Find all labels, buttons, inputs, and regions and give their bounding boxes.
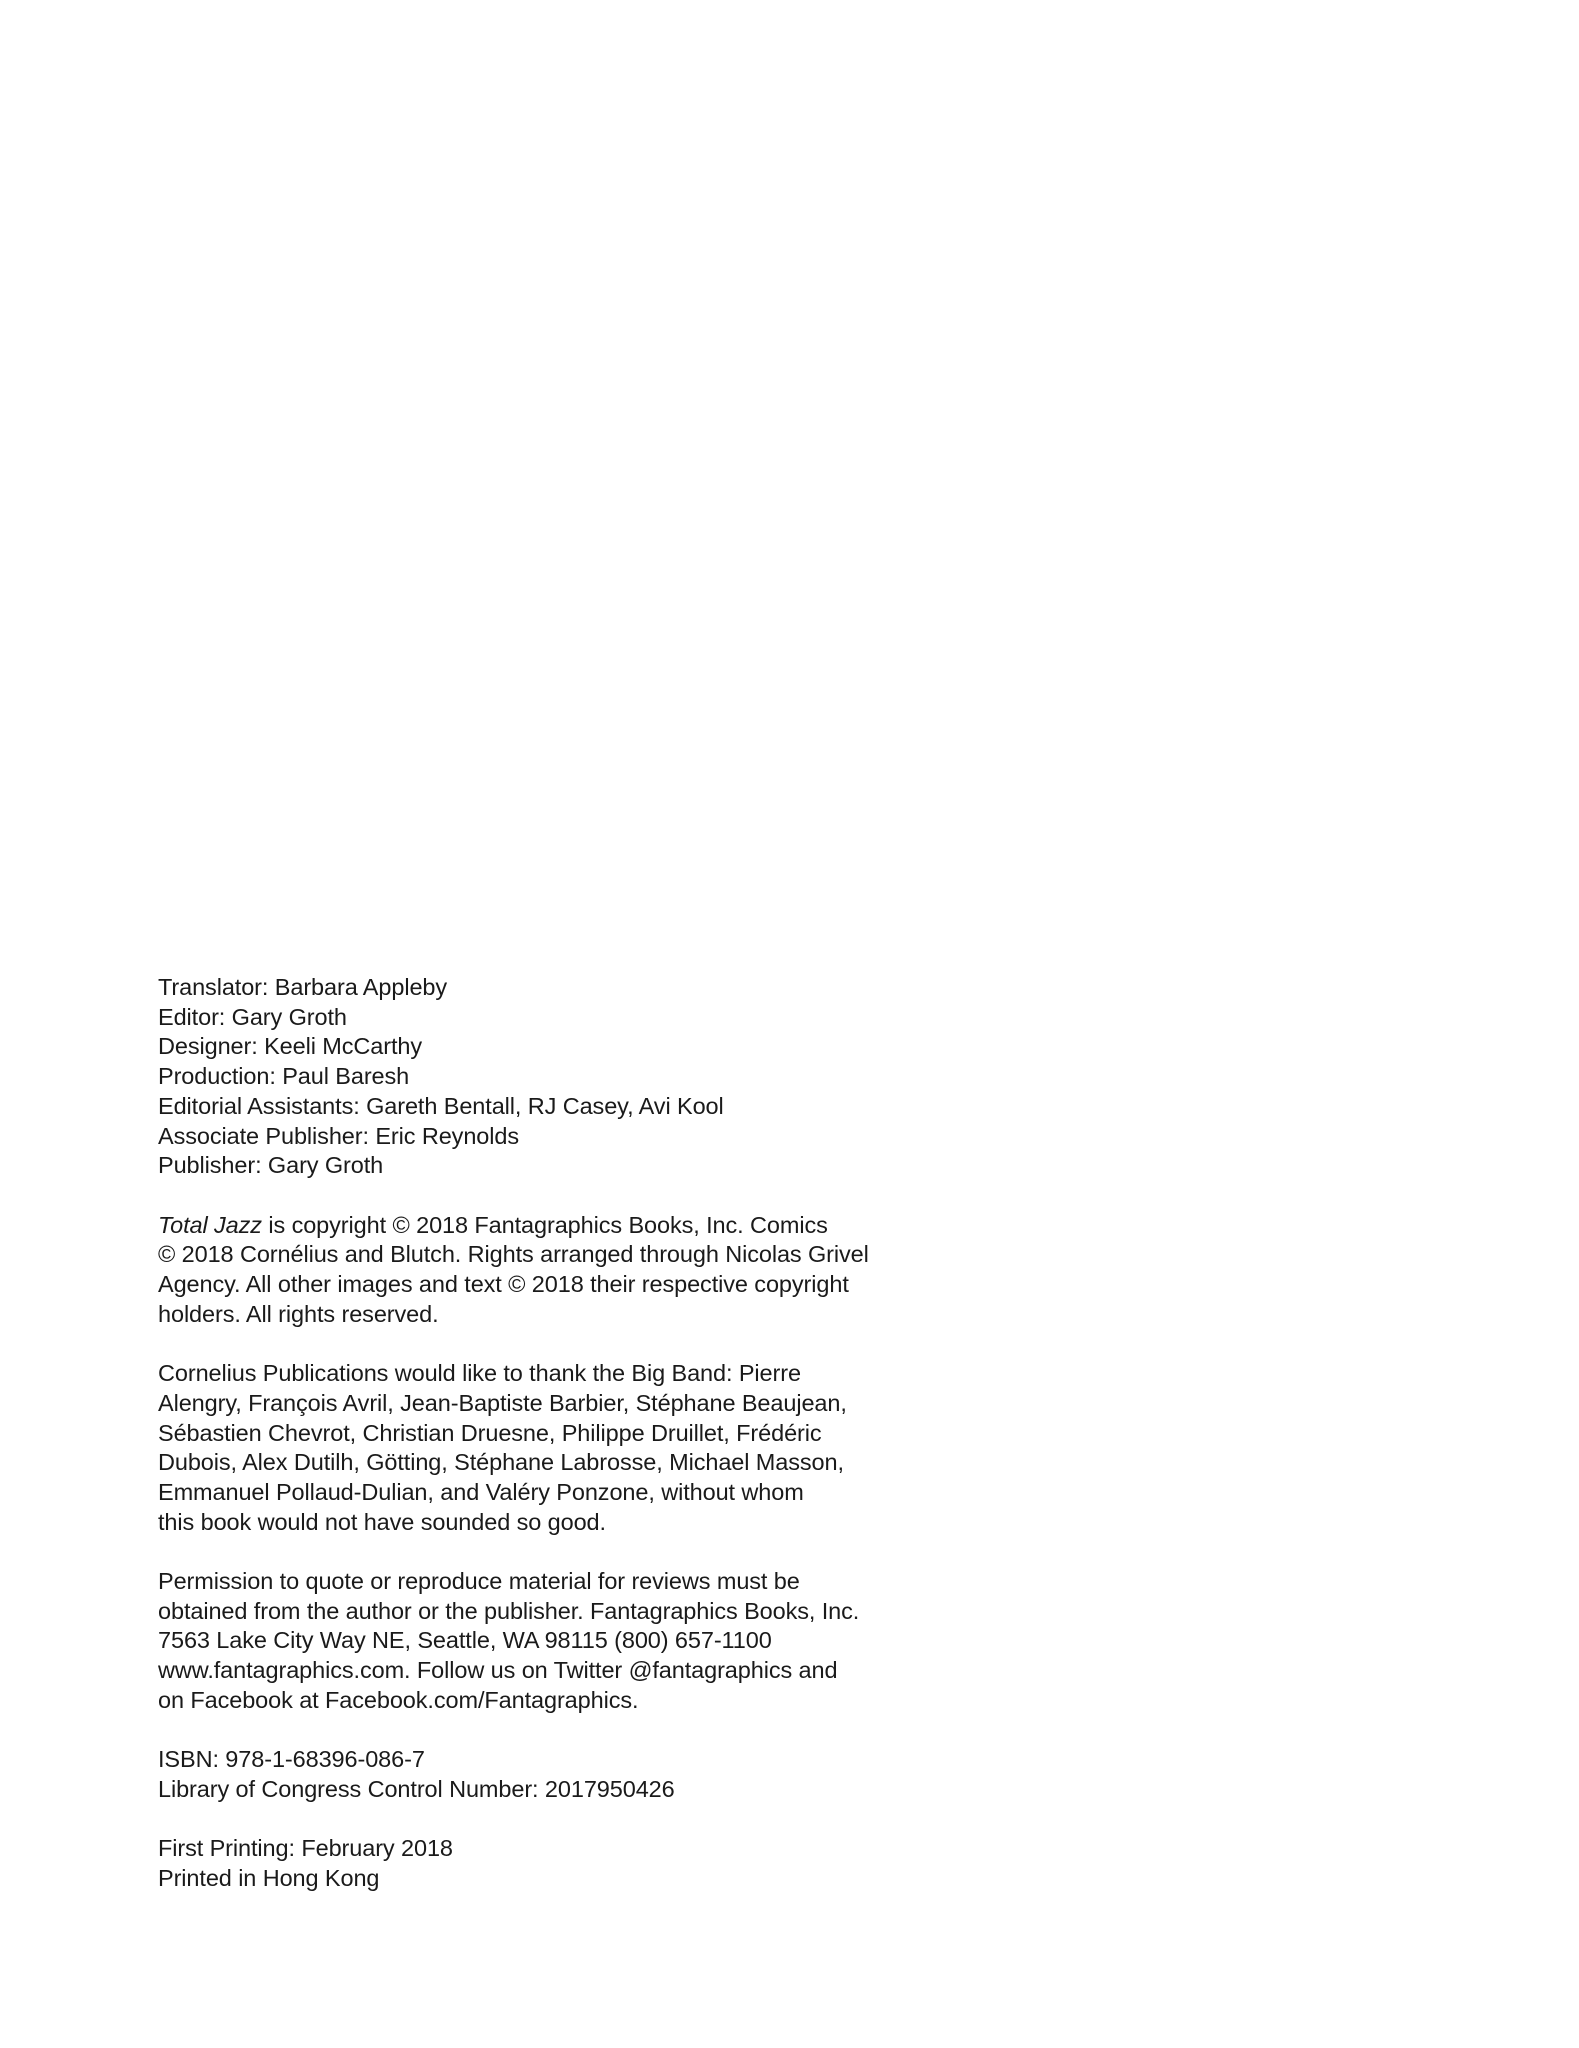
identifiers-block: [158, 1745, 918, 1804]
printing-date-line: First Printing: February 2018: [158, 1835, 453, 1862]
permission-block: [158, 1567, 918, 1716]
printing-block: [158, 1834, 918, 1893]
thanks-line: Emmanuel Pollaud-Dulian, and Valéry Ponzone, without whom: [158, 1478, 804, 1505]
thanks-block: [158, 1359, 918, 1537]
credit-line: Publisher: Gary Groth: [158, 1152, 384, 1179]
credit-line: Editorial Assistants: Gareth Bentall, RJ Casey, Avi Kool: [158, 1092, 724, 1119]
thanks-line: Cornelius Publications would like to thank the Big Band: Pierre: [158, 1360, 801, 1387]
credit-line: Production: Paul Baresh: [158, 1063, 410, 1090]
permission-line: www.fantagraphics.com. Follow us on Twitter @fantagraphics and: [158, 1657, 838, 1684]
colophon-text: [158, 973, 918, 1923]
isbn-line: ISBN: 978-1-68396-086-7: [158, 1746, 425, 1773]
copyright-line: [158, 1211, 918, 1241]
copyright-line: © 2018 Cornélius and Blutch. Rights arranged through Nicolas Grivel: [158, 1241, 869, 1268]
book-title: Total Jazz: [158, 1211, 262, 1238]
permission-line: 7563 Lake City Way NE, Seattle, WA 98115 (800) 657-1100: [158, 1627, 772, 1654]
credits-block: [158, 973, 918, 1181]
thanks-line: this book would not have sounded so good.: [158, 1508, 606, 1535]
credit-line: Translator: Barbara Appleby: [158, 974, 448, 1000]
credit-line: Editor: Gary Groth: [158, 1003, 347, 1030]
thanks-line: Alengry, François Avril, Jean-Baptiste Barbier, Stéphane Beaujean,: [158, 1389, 847, 1416]
permission-line: Permission to quote or reproduce material for reviews must be: [158, 1568, 800, 1595]
lccn-line: Library of Congress Control Number: 2017950426: [158, 1775, 675, 1802]
thanks-line: Dubois, Alex Dutilh, Götting, Stéphane Labrosse, Michael Masson,: [158, 1449, 844, 1476]
permission-line: obtained from the author or the publisher. Fantagraphics Books, Inc.: [158, 1597, 860, 1624]
copyright-line: holders. All rights reserved.: [158, 1300, 439, 1327]
credit-line: Designer: Keeli McCarthy: [158, 1033, 423, 1060]
printed-in-line: Printed in Hong Kong: [158, 1865, 380, 1892]
copyright-line-rest: is copyright © 2018 Fantagraphics Books, Inc. Comics: [261, 1211, 828, 1238]
copyright-block: [158, 1211, 918, 1330]
copyright-line: Agency. All other images and text © 2018 their respective copyright: [158, 1271, 849, 1298]
permission-line: on Facebook at Facebook.com/Fantagraphics.: [158, 1686, 639, 1713]
thanks-line: Sébastien Chevrot, Christian Druesne, Philippe Druillet, Frédéric: [158, 1419, 822, 1446]
credit-line: Associate Publisher: Eric Reynolds: [158, 1122, 520, 1149]
